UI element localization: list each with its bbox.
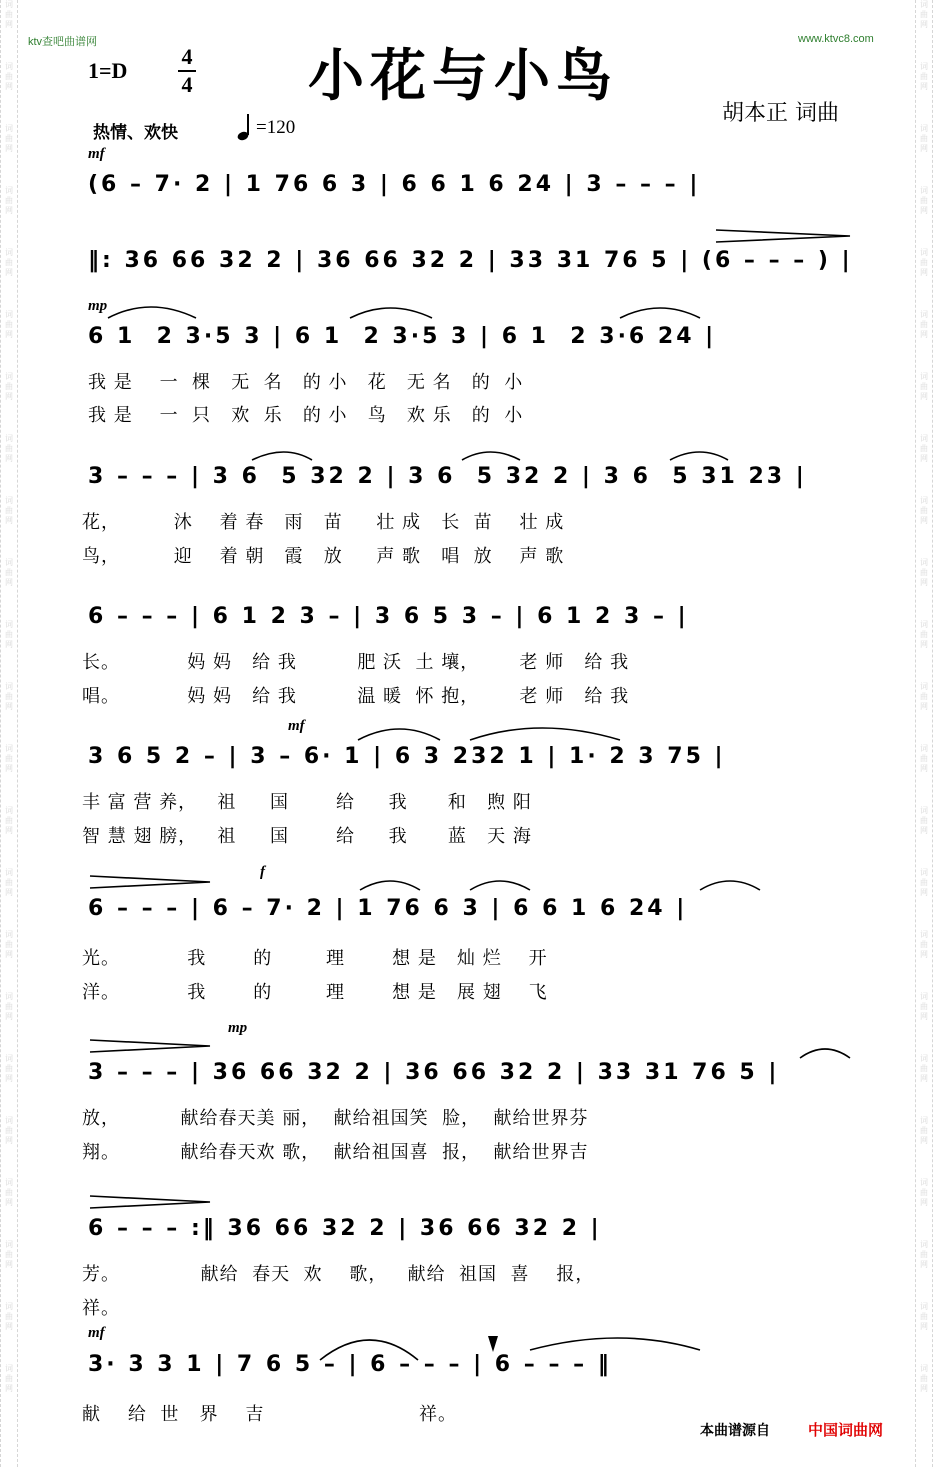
slur-mark: [700, 881, 760, 890]
notation-row-9: 6 – – – :‖ 36 66 32 2 | 36 66 32 2 |: [88, 1216, 602, 1241]
watermark-text: 词 曲 网: [920, 1364, 928, 1393]
watermark-text: 词 曲 网: [5, 62, 13, 91]
time-signature-bottom: 4: [181, 72, 193, 97]
crescendo-hairpin: [716, 230, 850, 242]
time-signature-top: 4: [181, 44, 193, 69]
watermark-text: 词 曲 网: [5, 1178, 13, 1207]
watermark-text: 词 曲 网: [5, 806, 13, 835]
watermark-text: 词 曲 网: [920, 496, 928, 525]
slur-mark: [320, 1340, 418, 1360]
slur-mark: [358, 729, 440, 740]
watermark-text: 词 曲 网: [920, 310, 928, 339]
dynamic-f: f: [260, 864, 265, 880]
lyrics-row-4-verse-1: 花， 沐 着 春 雨 苗 壮 成 长 苗 壮 成: [82, 512, 565, 533]
watermark-text: 词 曲 网: [5, 1364, 13, 1393]
lyrics-row-7-verse-1: 光。 我 的 理 想 是 灿 烂 开: [82, 948, 548, 969]
watermark-text: 词 曲 网: [920, 434, 928, 463]
lyrics-row-3-verse-2: 我 是 一 只 欢 乐 的 小 鸟 欢 乐 的 小: [88, 405, 524, 426]
watermark-text: 词 曲 网: [920, 744, 928, 773]
lyrics-row-4-verse-2: 鸟， 迎 着 朝 霞 放 声 歌 唱 放 声 歌: [82, 546, 565, 567]
watermark-text: 词 曲 网: [920, 1240, 928, 1269]
lyrics-row-8-verse-1: 放， 献给春天美 丽， 献给祖国笑 脸， 献给世界芬: [82, 1108, 589, 1129]
watermark-text: 词 曲 网: [920, 0, 928, 29]
composer-credit: 胡本正 词曲: [722, 101, 839, 126]
watermark-text: 词 曲 网: [5, 496, 13, 525]
lyrics-row-9-verse-2: 祥。: [82, 1298, 120, 1319]
lyrics-row-6-verse-2: 智 慧 翅 膀， 祖 国 给 我 蓝 天 海: [82, 826, 532, 847]
slur-mark: [670, 452, 728, 460]
breath-mark-icon: [488, 1336, 498, 1352]
slur-mark: [350, 308, 432, 318]
watermark-text: 词 曲 网: [920, 1116, 928, 1145]
slur-mark: [620, 308, 700, 318]
watermark-text: 词 曲 网: [5, 620, 13, 649]
dynamic-mf: mf: [88, 1325, 105, 1341]
site-link-right[interactable]: www.ktvc8.com: [798, 33, 874, 45]
dynamic-mf: mf: [88, 146, 105, 162]
notation-row-7: 6 – – – | 6 – 7· 2 | 1 76 6 3 | 6 6 1 6 24 |: [88, 896, 688, 921]
watermark-text: 词 曲 网: [5, 372, 13, 401]
notation-row-1: (6 – 7· 2 | 1 76 6 3 | 6 6 1 6 24 | 3 – – – |: [88, 172, 701, 197]
watermark-text: 词 曲 网: [5, 558, 13, 587]
expression-mark: 热情、欢快: [93, 123, 178, 143]
notation-row-10: 3· 3 3 1 | 7 6 5 – | 6 – – – | 6 – – – ‖: [88, 1352, 612, 1377]
watermark-text: 词 曲 网: [920, 1302, 928, 1331]
slur-mark: [252, 452, 312, 460]
watermark-text: 词 曲 网: [5, 124, 13, 153]
watermark-text: 词 曲 网: [5, 682, 13, 711]
lyrics-row-5-verse-2: 唱。 妈 妈 给 我 温 暖 怀 抱， 老 师 给 我: [82, 686, 630, 707]
lyrics-row-9-verse-1: 芳。 献给 春天 欢 歌， 献给 祖国 喜 报，: [82, 1264, 595, 1285]
notation-row-2: ‖: 36 66 32 2 | 36 66 32 2 | 33 31 76 5 | (6 – – – ) |: [88, 248, 853, 273]
watermark-text: 词 曲 网: [5, 744, 13, 773]
watermark-text: 词 曲 网: [5, 248, 13, 277]
watermark-text: 词 曲 网: [920, 124, 928, 153]
notation-row-6: 3 6 5 2 – | 3 – 6· 1 | 6 3 232 1 | 1· 2 3 75 |: [88, 744, 726, 769]
watermark-text: 词 曲 网: [5, 1302, 13, 1331]
watermark-text: 词 曲 网: [920, 930, 928, 959]
watermark-text: 词 曲 网: [5, 186, 13, 215]
tempo-marking: =120: [256, 117, 296, 138]
notation-row-5: 6 – – – | 6 1 2 3 – | 3 6 5 3 – | 6 1 2 3 – |: [88, 604, 689, 629]
lyrics-row-8-verse-2: 翔。 献给春天欢 歌， 献给祖国喜 报， 献给世界吉: [82, 1142, 589, 1163]
watermark-text: 词 曲 网: [920, 62, 928, 91]
lyrics-row-5-verse-1: 长。 妈 妈 给 我 肥 沃 土 壤， 老 师 给 我: [82, 652, 630, 673]
crescendo-hairpin: [90, 1040, 210, 1052]
footer-source-label: 本曲谱源自: [700, 1423, 770, 1439]
watermark-text: 词 曲 网: [5, 310, 13, 339]
watermark-text: 词 曲 网: [920, 682, 928, 711]
watermark-text: 词 曲 网: [920, 806, 928, 835]
watermark-text: 词 曲 网: [5, 1116, 13, 1145]
site-link-left[interactable]: ktv查吧曲谱网: [28, 36, 98, 48]
watermark-text: 词 曲 网: [5, 434, 13, 463]
watermark-text: 词 曲 网: [920, 372, 928, 401]
dynamic-mp: mp: [88, 298, 108, 314]
watermark-text: 词 曲 网: [920, 1054, 928, 1083]
slur-mark: [800, 1049, 850, 1058]
slur-mark: [530, 1338, 700, 1350]
notation-row-4: 3 – – – | 3 6 5 32 2 | 3 6 5 32 2 | 3 6 5 31 23 |: [88, 464, 807, 489]
watermark-text: 词 曲 网: [5, 1240, 13, 1269]
notation-row-8: 3 – – – | 36 66 32 2 | 36 66 32 2 | 33 31 76 5 |: [88, 1060, 780, 1085]
watermark-text: 词 曲 网: [920, 868, 928, 897]
slur-mark: [108, 307, 196, 318]
key-signature: 1=D: [88, 58, 128, 83]
lyrics-row-3-verse-1: 我 是 一 棵 无 名 的 小 花 无 名 的 小: [88, 372, 524, 393]
notation-row-3: 6 1 2 3·5 3 | 6 1 2 3·5 3 | 6 1 2 3·6 24 |: [88, 324, 717, 349]
dynamic-mf: mf: [288, 718, 305, 734]
watermark-text: 词 曲 网: [5, 0, 13, 29]
footer-source-name[interactable]: 中国词曲网: [808, 1421, 884, 1439]
song-title: 小花与小鸟: [308, 44, 618, 109]
dynamic-mp: mp: [228, 1020, 248, 1036]
lyrics-row-6-verse-1: 丰 富 营 养， 祖 国 给 我 和 煦 阳: [82, 792, 532, 813]
watermark-text: 词 曲 网: [5, 1054, 13, 1083]
watermark-text: 词 曲 网: [920, 248, 928, 277]
watermark-text: 词 曲 网: [5, 992, 13, 1021]
slur-mark: [470, 881, 530, 890]
watermark-text: 词 曲 网: [920, 620, 928, 649]
lyrics-row-7-verse-2: 洋。 我 的 理 想 是 展 翅 飞: [82, 982, 548, 1003]
slur-mark: [360, 881, 420, 890]
slur-mark: [470, 728, 620, 740]
lyrics-row-10-verse-1: 献 给 世 界 吉 祥。: [82, 1404, 457, 1425]
watermark-text: 词 曲 网: [920, 1178, 928, 1207]
watermark-text: 词 曲 网: [920, 558, 928, 587]
crescendo-hairpin: [90, 876, 210, 888]
watermark-text: 词 曲 网: [5, 868, 13, 897]
watermark-text: 词 曲 网: [920, 186, 928, 215]
slur-mark: [462, 452, 520, 460]
watermark-text: 词 曲 网: [920, 992, 928, 1021]
watermark-text: 词 曲 网: [5, 930, 13, 959]
crescendo-hairpin: [90, 1196, 210, 1208]
